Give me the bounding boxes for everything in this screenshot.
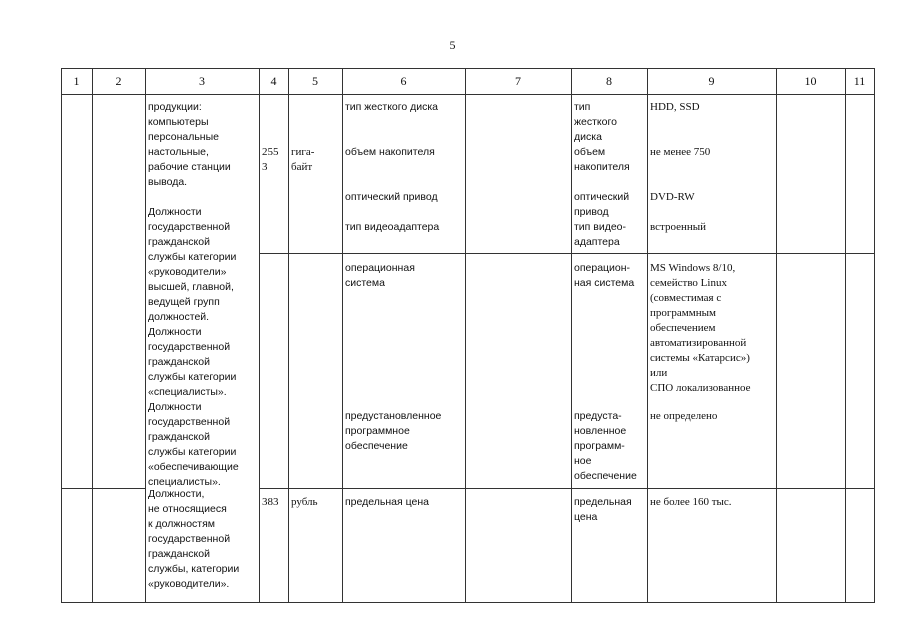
header-divider (61, 94, 875, 95)
unit-name: рубль (291, 496, 318, 508)
param-value: не менее 750 (650, 146, 711, 158)
param-name: тип видеоадаптера (345, 221, 440, 233)
row-divider-2a (61, 488, 145, 489)
col-line-6 (465, 68, 466, 603)
row-divider-2b (259, 488, 875, 489)
unit-name: гига- байт (291, 146, 315, 173)
param-name: предустановленное программное обеспечение (345, 410, 442, 452)
col-line-10 (845, 68, 846, 603)
param-name-col8: тип жесткого диска (574, 101, 617, 143)
header-col-4: 4 (270, 74, 277, 88)
param-value: не более 160 тыс. (650, 496, 732, 508)
header-col-9: 9 (708, 74, 715, 88)
header-col-11: 11 (853, 74, 866, 88)
col-line-0 (61, 68, 62, 603)
table-border-bottom (61, 602, 875, 603)
header-col-8: 8 (606, 74, 612, 88)
param-value: HDD, SSD (650, 101, 700, 113)
header-col-7: 7 (515, 74, 521, 88)
param-name: предельная цена (345, 496, 429, 508)
header-col-5: 5 (312, 74, 318, 88)
header-col-6: 6 (400, 74, 407, 88)
header-col-1: 1 (73, 74, 80, 88)
param-name-col8: объем накопителя (574, 146, 630, 173)
col-line-2 (145, 68, 146, 603)
page-number: 5 (449, 38, 456, 52)
okei-code: 383 (262, 496, 279, 508)
param-name: операционная система (345, 262, 415, 289)
param-value: DVD-RW (650, 191, 695, 203)
param-value: MS Windows 8/10, семейство Linux (совместимая с программным обеспечением автоматизированной системы «Катарсис») или СПО локализованное (650, 262, 751, 394)
col-line-3 (259, 68, 260, 603)
header-col-2: 2 (115, 74, 122, 88)
header-col-10: 10 (804, 74, 817, 88)
param-name-col8: предуста- новленное программ- ное обеспечение (574, 410, 637, 482)
header-col-3: 3 (199, 74, 205, 88)
specification-table (61, 68, 875, 603)
col-line-1 (92, 68, 93, 603)
col-line-8 (647, 68, 648, 603)
col-line-7 (571, 68, 572, 603)
param-value: не определено (650, 410, 718, 422)
param-name-col8: операцион- ная система (574, 262, 635, 289)
col-line-9 (776, 68, 777, 603)
row-divider-1 (259, 253, 875, 254)
col-line-11 (874, 68, 875, 603)
col-line-4 (288, 68, 289, 603)
param-name: оптический привод (345, 191, 438, 203)
position-categories-text: продукции: компьютеры персональные настольные, рабочие станции вывода. Должности государственной гражданской службы категории «руководители» высшей, главной, ведущей групп должностей. Должности государственной гражданской службы категории «специалисты». Должности государственной гражданской службы категории «обеспечивающие специалисты». (148, 101, 239, 488)
col-line-5 (342, 68, 343, 603)
param-name: тип жесткого диска (345, 101, 439, 113)
param-value: встроенный (650, 221, 707, 233)
okei-code: 255 3 (262, 146, 279, 173)
param-name-col8: оптический привод (574, 191, 630, 218)
param-name-col8: предельная цена (574, 496, 632, 523)
param-name-col8: тип видео- адаптера (574, 221, 627, 248)
param-name: объем накопителя (345, 146, 435, 158)
position-categories-text-lower: Должности, не относящиеся к должностям государственной гражданской службы, категории «руководители». (148, 488, 240, 590)
